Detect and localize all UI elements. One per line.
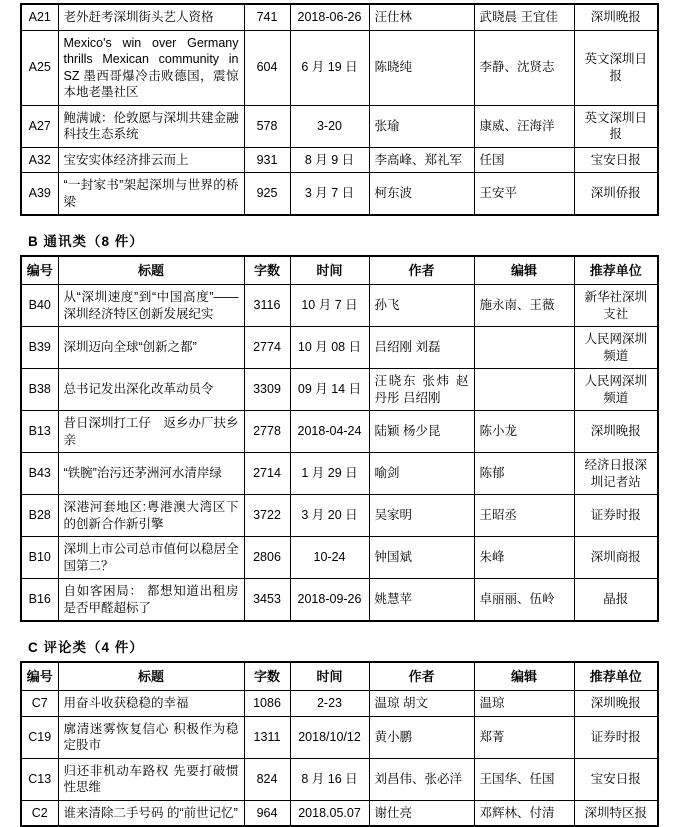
column-header-editor: 编辑 — [474, 256, 574, 285]
entry-words: 578 — [244, 105, 290, 147]
entry-unit: 证券时报 — [574, 495, 658, 537]
table-header-row — [21, 662, 658, 691]
entry-unit: 人民网深圳频道 — [574, 327, 658, 369]
entry-date: 2018-09-26 — [290, 579, 369, 622]
entry-editor: 陈郁 — [474, 453, 574, 495]
table-row — [21, 758, 658, 800]
entry-unit: 宝安日报 — [574, 147, 658, 173]
entry-id: B28 — [21, 495, 58, 537]
entry-date: 2018/10/12 — [290, 716, 369, 758]
entry-id: B38 — [21, 369, 58, 411]
entry-author: 陆颖 杨少昆 — [369, 411, 474, 453]
entry-id: A21 — [21, 4, 58, 30]
entry-words: 824 — [244, 758, 290, 800]
entry-author: 钟国斌 — [369, 537, 474, 579]
entry-title: “一封家书”架起深圳与世界的桥梁 — [58, 173, 244, 216]
entry-id: B40 — [21, 285, 58, 327]
entry-words: 2806 — [244, 537, 290, 579]
entry-title: “铁腕”治污还茅洲河水清岸绿 — [58, 453, 244, 495]
entry-unit: 深圳晚报 — [574, 691, 658, 717]
entry-words: 1311 — [244, 716, 290, 758]
entry-title: 深圳迈向全球“创新之都” — [58, 327, 244, 369]
column-header-id: 编号 — [21, 256, 58, 285]
entry-editor: 朱峰 — [474, 537, 574, 579]
entry-editor — [474, 327, 574, 369]
entry-author: 谢仕亮 — [369, 800, 474, 826]
entry-unit: 深圳晚报 — [574, 411, 658, 453]
column-header-date: 时间 — [290, 662, 369, 691]
column-header-words: 字数 — [244, 662, 290, 691]
entry-title: 宝安实体经济排云而上 — [58, 147, 244, 173]
entry-editor: 任国 — [474, 147, 574, 173]
entry-id: A39 — [21, 173, 58, 216]
section-b-heading: B 通讯类（8 件） — [28, 234, 144, 249]
table-section-a — [20, 3, 659, 216]
entry-date: 8 月 9 日 — [290, 147, 369, 173]
entry-date: 10 月 08 日 — [290, 327, 369, 369]
entry-date: 2018-06-26 — [290, 4, 369, 30]
entry-author: 汪晓东 张炜 赵丹彤 吕绍刚 — [369, 369, 474, 411]
entry-editor: 康威、汪海洋 — [474, 105, 574, 147]
column-header-unit: 推荐单位 — [574, 256, 658, 285]
entry-id: C7 — [21, 691, 58, 717]
table-row — [21, 537, 658, 579]
table-row — [21, 327, 658, 369]
entry-unit: 英文深圳日报 — [574, 105, 658, 147]
entry-author: 汪仕林 — [369, 4, 474, 30]
entry-id: A25 — [21, 30, 58, 105]
entry-title: 从“深圳速度”到“中国高度”——深圳经济特区创新发展纪实 — [58, 285, 244, 327]
table-row — [21, 147, 658, 173]
entry-id: A32 — [21, 147, 58, 173]
entry-editor: 邓辉林、付清 — [474, 800, 574, 826]
table-row — [21, 105, 658, 147]
entry-id: C19 — [21, 716, 58, 758]
entry-date: 10-24 — [290, 537, 369, 579]
table-row — [21, 800, 658, 826]
entry-unit: 宝安日报 — [574, 758, 658, 800]
column-header-words: 字数 — [244, 256, 290, 285]
table-row — [21, 4, 658, 30]
entry-words: 3453 — [244, 579, 290, 622]
entry-id: A27 — [21, 105, 58, 147]
column-header-author: 作者 — [369, 662, 474, 691]
entry-words: 925 — [244, 173, 290, 216]
entry-id: B43 — [21, 453, 58, 495]
entry-editor — [474, 369, 574, 411]
table-header-row — [21, 256, 658, 285]
table-row — [21, 579, 658, 622]
entry-words: 604 — [244, 30, 290, 105]
entry-date: 6 月 19 日 — [290, 30, 369, 105]
entry-author: 黄小鹏 — [369, 716, 474, 758]
entry-title: 老外赶考深圳街头艺人资格 — [58, 4, 244, 30]
entry-editor: 卓丽丽、伍岭 — [474, 579, 574, 622]
entry-author: 喻剑 — [369, 453, 474, 495]
entry-id: C13 — [21, 758, 58, 800]
entry-author: 孙飞 — [369, 285, 474, 327]
entry-editor: 王昭丞 — [474, 495, 574, 537]
entry-unit: 英文深圳日报 — [574, 30, 658, 105]
entry-date: 3 月 7 日 — [290, 173, 369, 216]
entry-title: 归还非机动车路权 先要打破惯性思维 — [58, 758, 244, 800]
column-header-unit: 推荐单位 — [574, 662, 658, 691]
entry-unit: 人民网深圳频道 — [574, 369, 658, 411]
entry-words: 3722 — [244, 495, 290, 537]
entry-title: 鲍满诚：伦敦愿与深圳共建金融科技生态系统 — [58, 105, 244, 147]
column-header-author: 作者 — [369, 256, 474, 285]
entry-date: 10 月 7 日 — [290, 285, 369, 327]
column-header-date: 时间 — [290, 256, 369, 285]
entry-title: Mexico's win over Germany thrills Mexican community in SZ 墨西哥爆冷击败德国，震惊本地老墨社区 — [58, 30, 244, 105]
entry-title: 廓清迷雾恢复信心 积极作为稳定股市 — [58, 716, 244, 758]
entry-title: 谁来清除二手号码 的“前世记忆” — [58, 800, 244, 826]
entry-title: 深圳上市公司总市值何以稳居全国第二？ — [58, 537, 244, 579]
entry-editor: 王安平 — [474, 173, 574, 216]
table-row — [21, 285, 658, 327]
entry-title: 自如客困局： 都想知道出租房是否甲醛超标了 — [58, 579, 244, 622]
entry-date: 2-23 — [290, 691, 369, 717]
entry-author: 张瑜 — [369, 105, 474, 147]
entry-date: 3 月 20 日 — [290, 495, 369, 537]
table-row — [21, 173, 658, 216]
entry-unit: 深圳特区报 — [574, 800, 658, 826]
entry-words: 2714 — [244, 453, 290, 495]
entry-editor: 李静、沈贤志 — [474, 30, 574, 105]
entry-editor: 郑菁 — [474, 716, 574, 758]
section-c-heading: C 评论类（4 件） — [28, 640, 144, 656]
entry-title: 深港河套地区:粤港澳大湾区下的创新合作新引擎 — [58, 495, 244, 537]
entry-author: 李高峰、郑礼军 — [369, 147, 474, 173]
entry-editor: 王国华、任国 — [474, 758, 574, 800]
entry-date: 2018.05.07 — [290, 800, 369, 826]
entry-editor: 陈小龙 — [474, 411, 574, 453]
entry-author: 吕绍刚 刘磊 — [369, 327, 474, 369]
entry-unit: 晶报 — [574, 579, 658, 622]
entry-unit: 证券时报 — [574, 716, 658, 758]
entry-id: B13 — [21, 411, 58, 453]
entry-words: 2778 — [244, 411, 290, 453]
entry-title: 用奋斗收获稳稳的幸福 — [58, 691, 244, 717]
entry-author: 刘昌伟、张必洋 — [369, 758, 474, 800]
table-row — [21, 716, 658, 758]
entry-author: 温琼 胡文 — [369, 691, 474, 717]
entry-author: 柯东波 — [369, 173, 474, 216]
entry-date: 3-20 — [290, 105, 369, 147]
entry-editor: 温琼 — [474, 691, 574, 717]
entry-date: 8 月 16 日 — [290, 758, 369, 800]
table-row — [21, 411, 658, 453]
column-header-id: 编号 — [21, 662, 58, 691]
entry-editor: 武晓晨 王宜佳 — [474, 4, 574, 30]
entry-date: 2018-04-24 — [290, 411, 369, 453]
column-header-editor: 编辑 — [474, 662, 574, 691]
entry-author: 陈晓纯 — [369, 30, 474, 105]
table-row — [21, 453, 658, 495]
entry-words: 3309 — [244, 369, 290, 411]
entry-words: 931 — [244, 147, 290, 173]
entry-unit: 深圳商报 — [574, 537, 658, 579]
table-row — [21, 369, 658, 411]
entry-unit: 新华社深圳支社 — [574, 285, 658, 327]
entry-title: 总书记发出深化改革动员令 — [58, 369, 244, 411]
table-row — [21, 495, 658, 537]
table-section-c — [20, 661, 659, 827]
entry-words: 3116 — [244, 285, 290, 327]
entry-id: C2 — [21, 800, 58, 826]
entry-words: 964 — [244, 800, 290, 826]
table-row — [21, 691, 658, 717]
entry-unit: 深圳晚报 — [574, 4, 658, 30]
entry-unit: 深圳侨报 — [574, 173, 658, 216]
table-row — [21, 30, 658, 105]
column-header-title: 标题 — [58, 662, 244, 691]
entry-words: 741 — [244, 4, 290, 30]
entry-unit: 经济日报深圳记者站 — [574, 453, 658, 495]
entry-id: B10 — [21, 537, 58, 579]
entry-editor: 施永南、王薇 — [474, 285, 574, 327]
entry-id: B39 — [21, 327, 58, 369]
entry-id: B16 — [21, 579, 58, 622]
entry-title: 昔日深圳打工仔 返乡办厂扶乡亲 — [58, 411, 244, 453]
entry-date: 09 月 14 日 — [290, 369, 369, 411]
entry-author: 姚慧苹 — [369, 579, 474, 622]
entry-words: 2774 — [244, 327, 290, 369]
column-header-title: 标题 — [58, 256, 244, 285]
table-section-b — [20, 255, 659, 622]
entry-author: 吴家明 — [369, 495, 474, 537]
entry-words: 1086 — [244, 691, 290, 717]
entry-date: 1 月 29 日 — [290, 453, 369, 495]
